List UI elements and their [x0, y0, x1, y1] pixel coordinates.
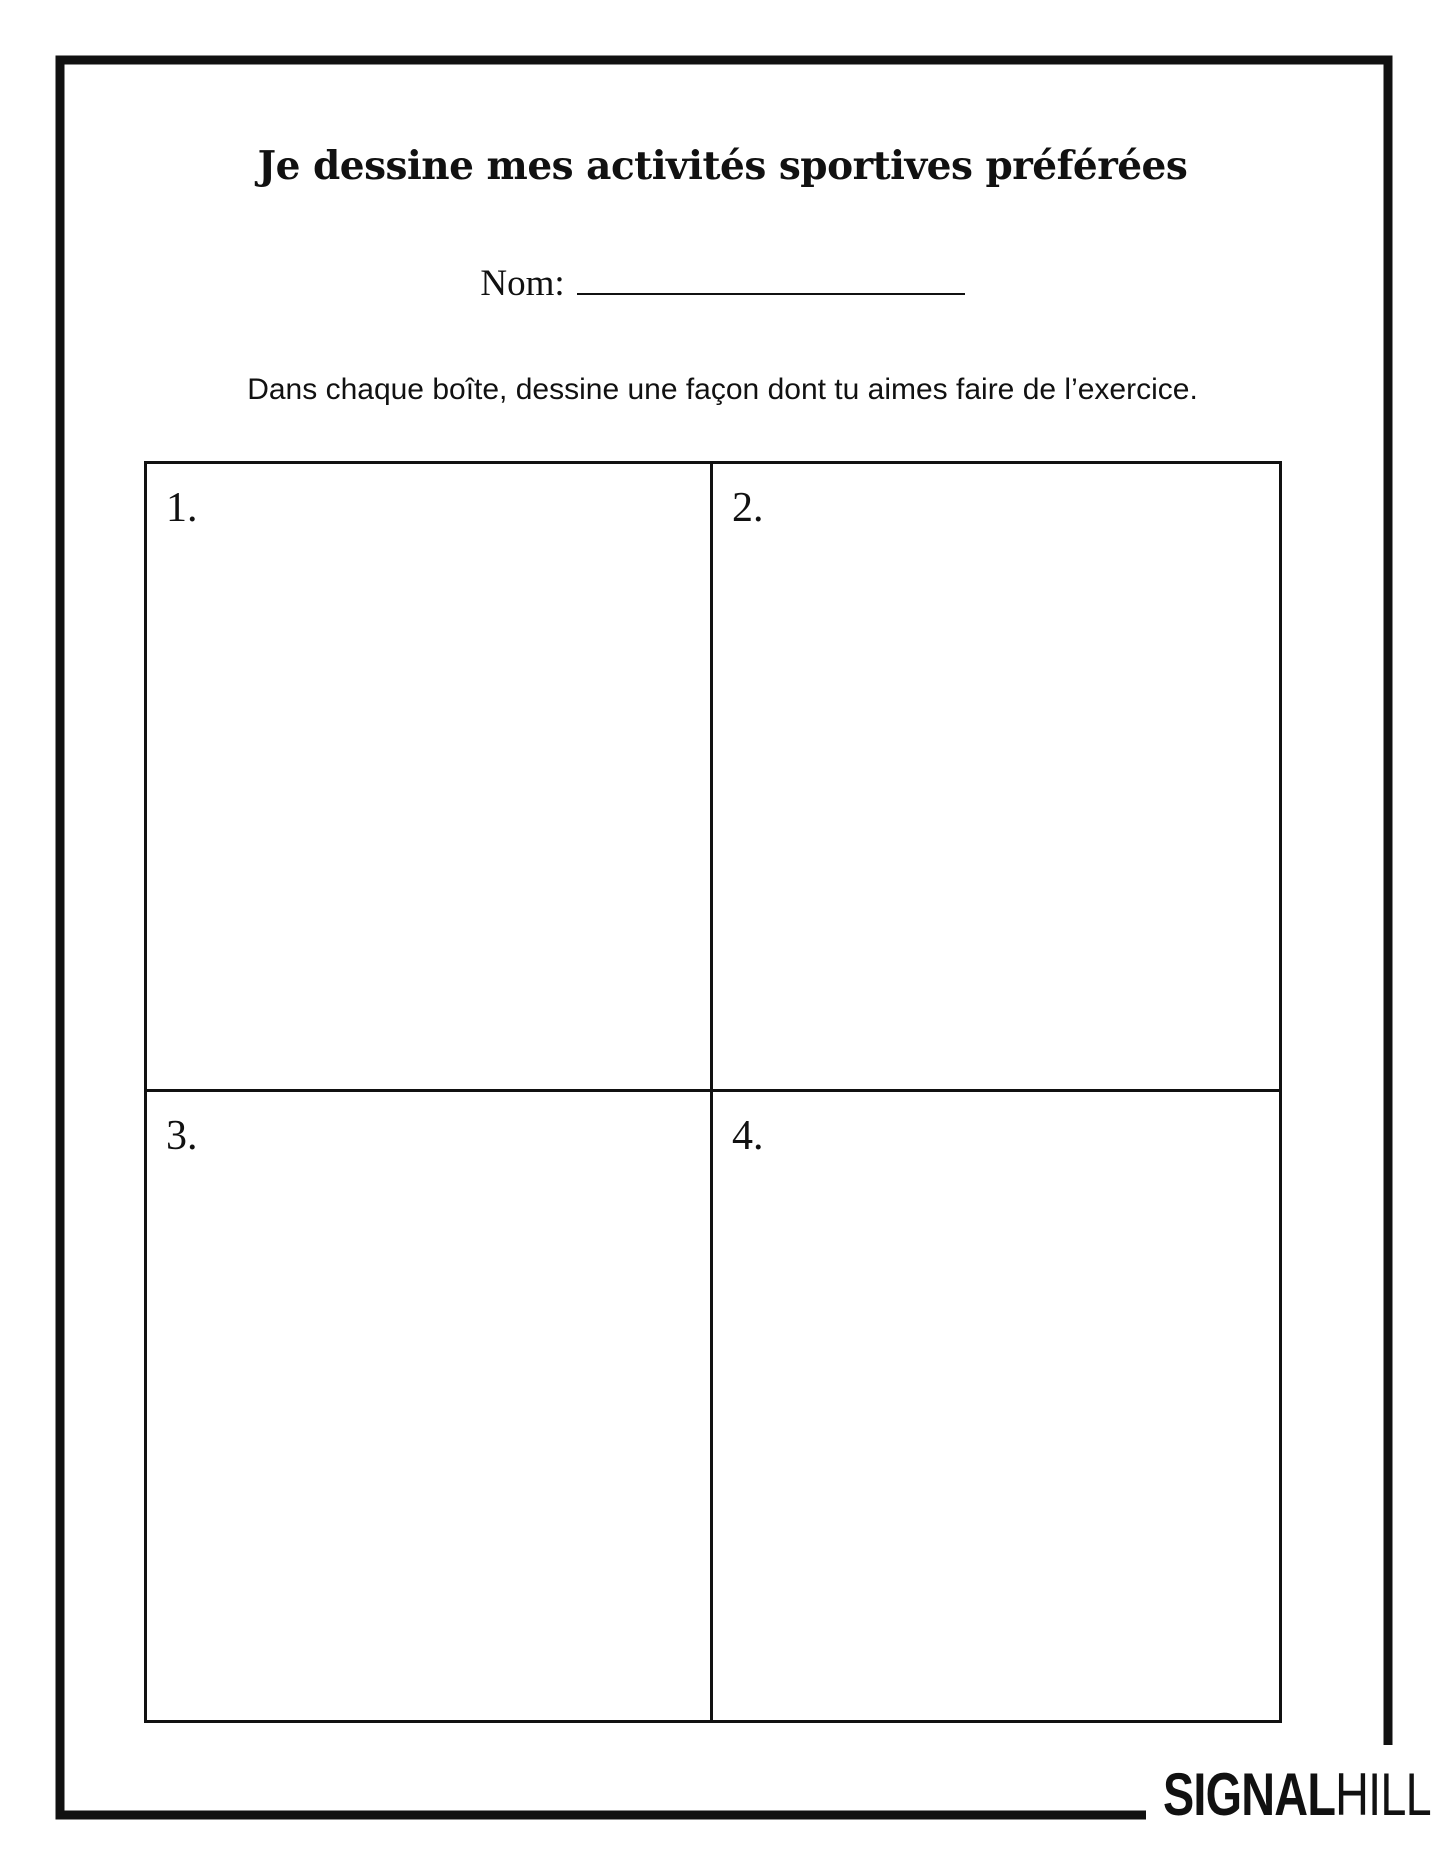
- logo-signal: SIGNAL: [1163, 1760, 1336, 1828]
- name-label: Nom:: [480, 263, 565, 304]
- name-field: [0, 262, 1445, 305]
- drawing-box-4[interactable]: [713, 1092, 1279, 1720]
- signalhill-logo: [1163, 1752, 1445, 1836]
- drawing-box-3[interactable]: [147, 1092, 713, 1720]
- box-number: 3.: [166, 1113, 198, 1159]
- logo-hill: HILL: [1335, 1760, 1431, 1828]
- worksheet-title: Je dessine mes activités sportives préférées: [257, 143, 1188, 189]
- box-number: 1.: [166, 485, 198, 531]
- drawing-grid: [144, 461, 1282, 1723]
- box-number: 4.: [732, 1113, 764, 1159]
- drawing-box-2[interactable]: [713, 464, 1279, 1092]
- instructions-text: Dans chaque boîte, dessine une façon dont tu aimes faire de l’exercice.: [247, 373, 1198, 406]
- drawing-box-1[interactable]: [147, 464, 713, 1092]
- box-number: 2.: [732, 485, 764, 531]
- name-write-line[interactable]: [577, 293, 965, 295]
